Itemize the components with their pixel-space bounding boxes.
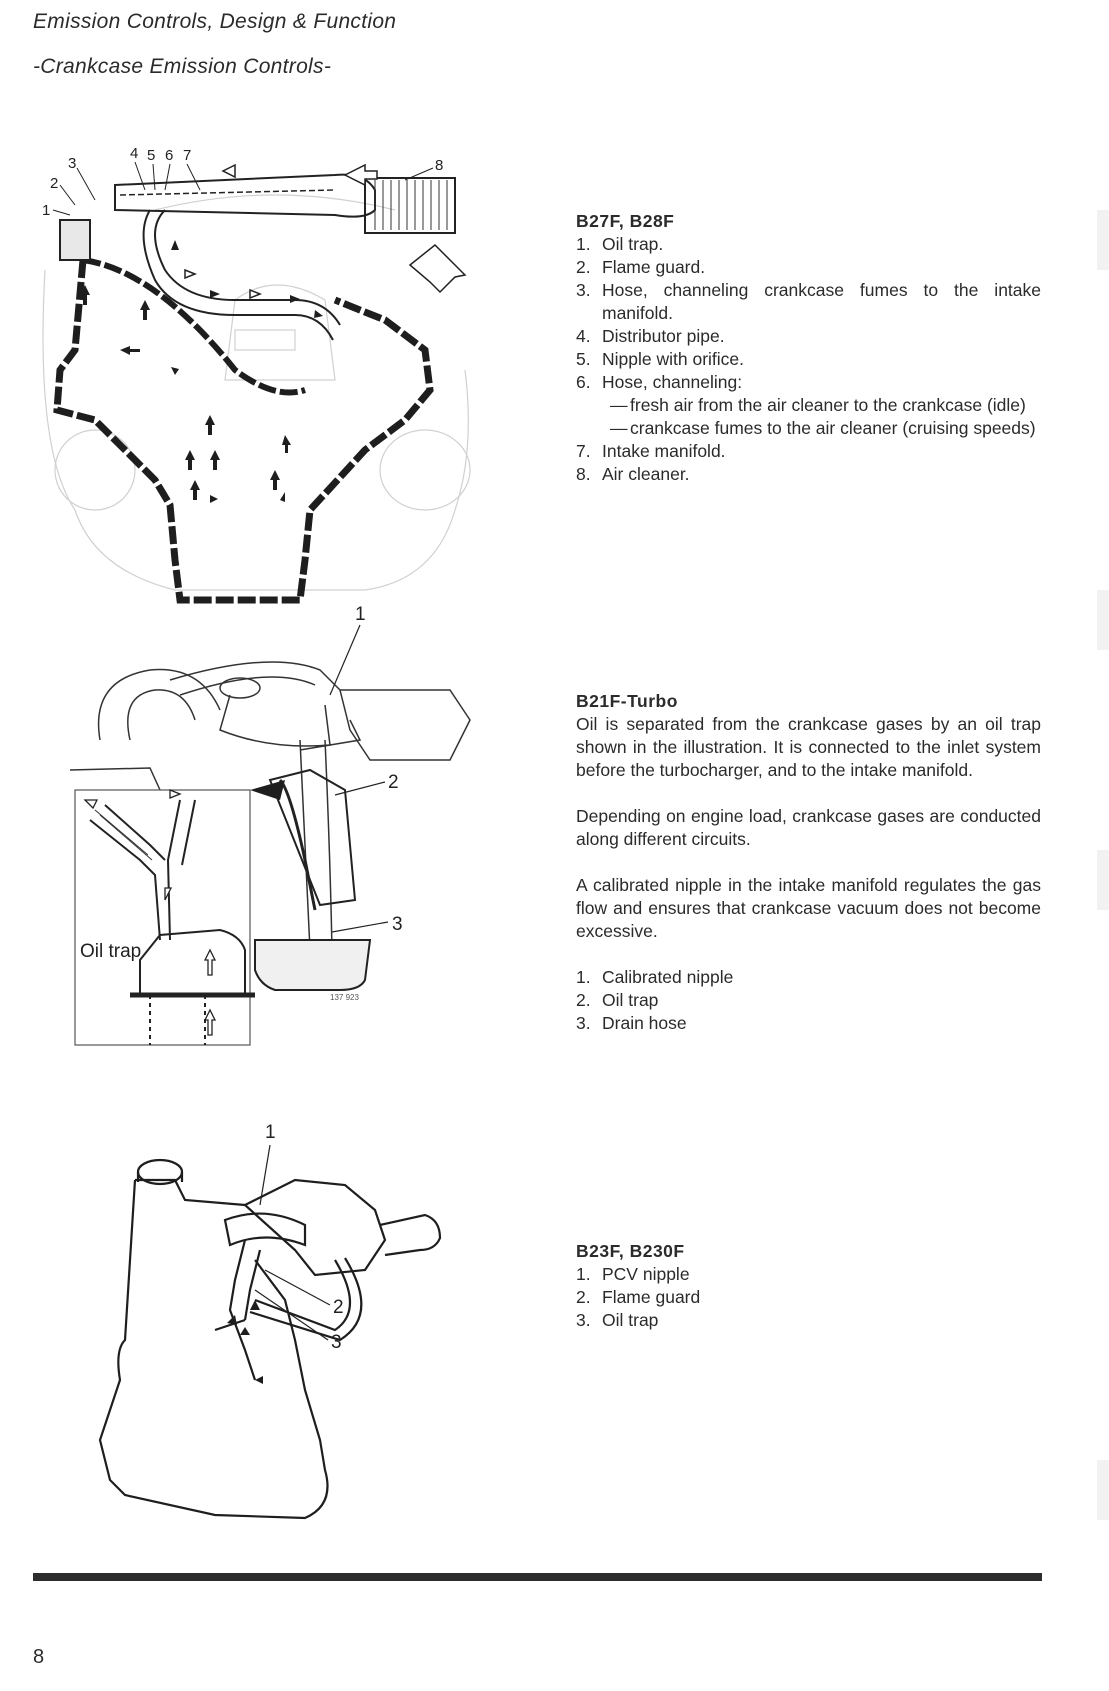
list-item: 3. Hose, channeling crankcase fumes to the intake manifold.: [576, 280, 1041, 323]
fig2-callout-3: 3: [392, 914, 403, 935]
oil-trap: [60, 220, 90, 260]
section-b27f-b28f: [576, 210, 1041, 486]
air-cleaner: [365, 178, 455, 233]
hose-outline: [99, 670, 220, 741]
fig3-callout-1: 1: [265, 1122, 276, 1143]
figure-number: 137 923: [330, 993, 359, 1002]
oil-trap-label: Oil trap: [80, 941, 142, 962]
fig1-callout-6: 6: [165, 147, 174, 164]
list-item: 2. Oil trap: [576, 990, 659, 1010]
figure-b23f-b230f-illustration: [95, 1122, 455, 1530]
list-item: 8. Air cleaner.: [576, 464, 690, 484]
page-number: 8: [33, 1646, 45, 1668]
fig2-callout-1: 1: [355, 604, 366, 625]
fig1-callout-4: 4: [130, 145, 139, 162]
list-item: 5. Nipple with orifice.: [576, 349, 744, 369]
fig1-callout-3: 3: [68, 155, 77, 172]
figure-b21f-turbo-illustration: [70, 604, 510, 1100]
page-edge-mark: [1097, 210, 1109, 270]
section2-paragraph: Depending on engine load, crankcase gases are conducted along different circuits.: [576, 806, 1041, 849]
sub-item: — crankcase fumes to the air cleaner (cruising speeds): [610, 418, 1036, 438]
fig1-callout-7: 7: [183, 147, 192, 164]
list-item: 6. Hose, channeling:: [576, 372, 743, 392]
section3-title: B23F, B230F: [576, 1241, 685, 1261]
crankcase-outline: [57, 260, 430, 600]
list-item: 3. Drain hose: [576, 1013, 687, 1033]
section2-list: [576, 966, 1041, 1035]
list-item: 7. Intake manifold.: [576, 441, 726, 461]
figure-b27f-b28f-illustration: [35, 145, 505, 620]
page-edge-mark: [1097, 590, 1109, 650]
list-item: 2. Flame guard: [576, 1287, 701, 1307]
sub-item: — fresh air from the air cleaner to the crankcase (idle): [610, 395, 1026, 415]
section-b21f-turbo: [576, 690, 1041, 1035]
fig3-callout-3: 3: [331, 1332, 342, 1353]
section-b23f-b230f: [576, 1240, 1041, 1332]
section2-title: B21F-Turbo: [576, 691, 678, 711]
intake-manifold: [245, 1180, 385, 1275]
list-item: 3. Oil trap: [576, 1310, 659, 1330]
section1-list: [576, 233, 1041, 394]
footer-rule: [33, 1573, 1042, 1581]
list-item: 2. Flame guard.: [576, 257, 706, 277]
section1-title: B27F, B28F: [576, 211, 675, 231]
section1-list-continued: [576, 440, 1041, 486]
list-item: 1. PCV nipple: [576, 1264, 690, 1284]
fig1-callout-2: 2: [50, 175, 59, 192]
fig1-callout-1: 1: [42, 202, 51, 219]
oil-pan: [255, 940, 370, 990]
fig2-callout-2: 2: [388, 772, 399, 793]
fig1-callout-8: 8: [435, 157, 444, 174]
engine-block-outline: [100, 1180, 328, 1518]
fig3-callout-2: 2: [333, 1297, 344, 1318]
page-edge-mark: [1097, 850, 1109, 910]
page-header-title: Emission Controls, Design & Function: [33, 10, 397, 33]
list-item: 1. Calibrated nipple: [576, 967, 734, 987]
fig1-callout-5: 5: [147, 147, 156, 164]
section3-list: [576, 1263, 1041, 1332]
list-item: 4. Distributor pipe.: [576, 326, 725, 346]
list-item: 1. Oil trap.: [576, 234, 664, 254]
section2-paragraph: A calibrated nipple in the intake manifold regulates the gas flow and ensures that crankcase vacuum does not become excessive.: [576, 875, 1041, 941]
page-edge-mark: [1097, 1460, 1109, 1520]
section2-paragraph: Oil is separated from the crankcase gases by an oil trap shown in the illustration. It is connected to the inlet system before the turbocharger, and to the intake manifold.: [576, 714, 1041, 780]
page-header-subtitle: -Crankcase Emission Controls-: [33, 55, 332, 78]
